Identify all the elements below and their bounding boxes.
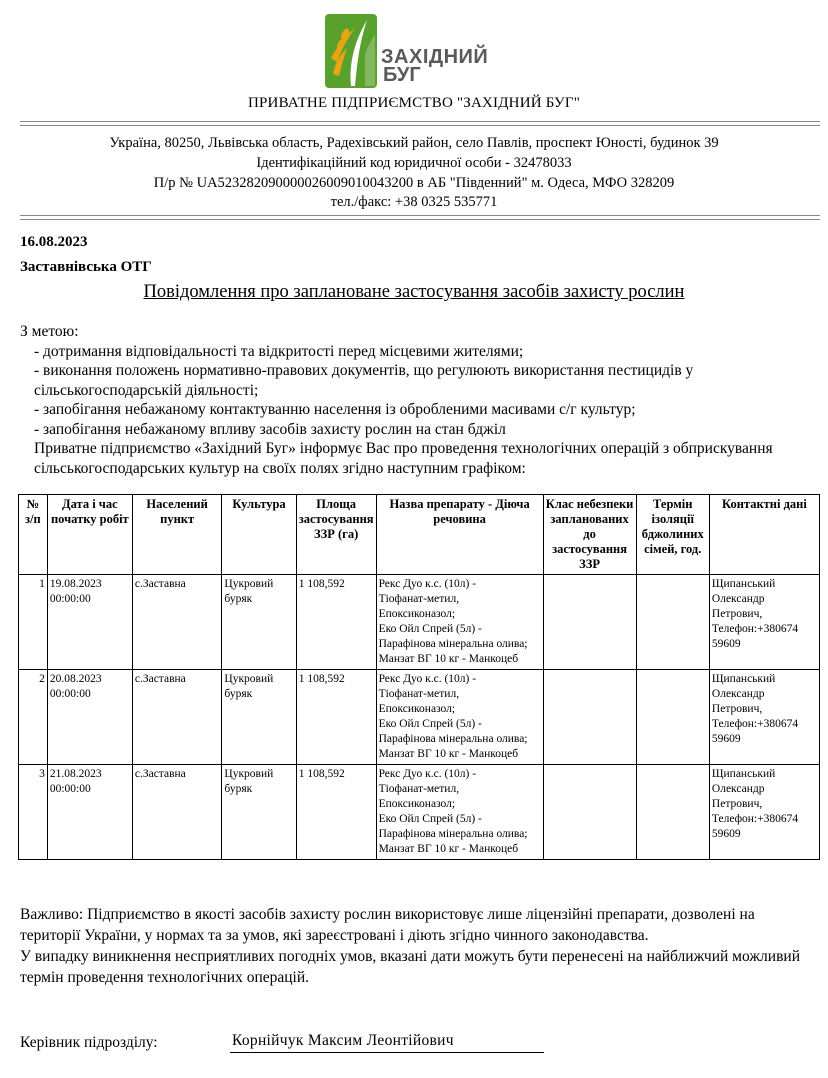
contact-line: Петрович, [711,703,763,715]
col-header-bee-isolation: Термін ізоляції бджолиних сімей, год. [636,495,709,575]
table-header-row [19,495,820,575]
spraying-schedule-table [18,494,820,860]
product-line: Манзат ВГ 10 кг - Манкоцеб [378,843,519,855]
product-line: Епоксиконазол; [378,608,456,620]
cell-number: 3 [19,765,48,860]
product-line: Еко Ойл Спрей (5л) - [378,813,482,825]
weather-note: У випадку виникнення несприятливих погодніх умов, вказані дати можуть бути перенесені на найближчий можливий термін проведення технологічних операцій. [20,948,800,986]
purpose-item: - запобігання небажаному впливу засобів захисту рослин на стан бджіл [34,420,506,438]
contact-line: Телефон:+380674 [711,718,799,730]
col-header-crop: Культура [222,495,296,575]
purpose-item: - дотримання відповідальності та відкритості перед місцевими жителями; [34,342,524,360]
contact-line: Телефон:+380674 [711,813,799,825]
company-name: ПРИВАТНЕ ПІДПРИЄМСТВО "ЗАХІДНИЙ БУГ" [247,95,581,111]
col-header-product: Назва препарату - Діюча речовина [376,495,543,575]
contact-line: Олександр [711,688,765,700]
contact-line: Телефон:+380674 [711,623,799,635]
cell-bee-isolation [636,765,709,860]
letter-subject: Повідомлення про заплановане застосування засобів захисту рослин [143,282,685,302]
logo-line1: ЗАХІДНИЙ [381,46,489,68]
table-row [19,670,820,765]
product-line: Рекс Дуо к.с. (10л) - [378,578,477,590]
contact-line: 59609 [711,733,741,745]
contact-line: Щипанський [711,768,776,780]
cell-date: 19.08.2023 [49,578,102,590]
product-line: Манзат ВГ 10 кг - Манкоцеб [378,748,519,760]
product-line: Парафінова мінеральна олива; [378,828,528,840]
cell-crop: Цукровий буряк [222,575,296,670]
contact-line: Олександр [711,783,765,795]
cell-settlement: с.Заставна [132,765,222,860]
product-line: Рекс Дуо к.с. (10л) - [378,768,477,780]
cell-contacts [709,575,819,670]
wheat-leaf-logo-icon [325,14,377,88]
purpose-item: - запобігання небажаному контактуванню населення із обробленими масивами с/г культур; [34,401,636,418]
cell-contacts [709,670,819,765]
cell-hazard-class [543,765,636,860]
letter-footer [20,904,810,988]
cell-date: 21.08.2023 [49,768,102,780]
cell-area: 1 108,592 [296,765,376,860]
cell-time: 00:00:00 [49,593,91,605]
cell-product [376,765,543,860]
table-row [19,765,820,860]
cell-area: 1 108,592 [296,670,376,765]
cell-bee-isolation [636,575,709,670]
cell-area: 1 108,592 [296,575,376,670]
cell-time: 00:00:00 [49,688,91,700]
product-line: Еко Ойл Спрей (5л) - [378,623,482,635]
letter-date: 16.08.2023 [20,234,88,250]
col-header-hazard-class: Клас небезпеки запланованих до застосування ЗЗР [543,495,636,575]
cell-settlement: с.Заставна [132,670,222,765]
product-line: Парафінова мінеральна олива; [378,638,528,650]
col-header-area: Площа застосування ЗЗР (га) [296,495,376,575]
signature-name: Корнійчук Максим Леонтійович [230,1032,544,1053]
product-line: Епоксиконазол; [378,798,456,810]
letter-body [20,322,820,478]
cell-settlement: с.Заставна [132,575,222,670]
product-line: Манзат ВГ 10 кг - Манкоцеб [378,653,519,665]
logo-wordmark [381,48,488,84]
cell-datetime [47,765,132,860]
cell-bee-isolation [636,670,709,765]
product-line: Парафінова мінеральна олива; [378,733,528,745]
cell-datetime [47,575,132,670]
contact-line: Олександр [711,593,765,605]
cell-date: 20.08.2023 [49,673,102,685]
cell-product [376,670,543,765]
signature-label: Керівник підрозділу: [20,1034,158,1051]
product-line: Еко Ойл Спрей (5л) - [378,718,482,730]
cell-product [376,575,543,670]
product-line: Рекс Дуо к.с. (10л) - [378,673,477,685]
cell-hazard-class [543,670,636,765]
purpose-heading: З метою: [20,323,79,340]
contact-line: Щипанський [711,578,776,590]
col-header-number: № з/п [19,495,48,575]
product-line: Тіофанат-метил, [378,688,460,700]
contact-line: 59609 [711,828,741,840]
col-header-contacts: Контактні дані [709,495,819,575]
contact-line: Петрович, [711,798,763,810]
product-line: Епоксиконазол; [378,703,456,715]
purpose-item: - виконання положень нормативно-правових документів, що регулюють використання пестицидів у сільськогосподарській діяльності; [34,362,694,399]
col-header-datetime: Дата і час початку робіт [47,495,132,575]
col-header-settlement: Населений пункт [132,495,222,575]
cell-number: 1 [19,575,48,670]
legal-code-line: Ідентифікаційний код юридичної особи - 32478033 [256,155,572,171]
table-row [19,575,820,670]
header-divider-top [20,121,820,126]
cell-crop: Цукровий буряк [222,765,296,860]
important-note: Важливо: Підприємство в якості засобів захисту рослин використовує лише ліцензійні препарати, дозволені на території України, у нормах та за умов, які зареєстровані і діють згідно чинного законодавства. [20,906,755,944]
header-divider-bottom [20,215,820,220]
address-line: Україна, 80250, Львівська область, Радехівський район, село Павлів, проспект Юності, будинок 39 [109,135,719,151]
company-logo [325,14,510,90]
intro-paragraph: Приватне підприємство «Західний Буг» інформує Вас про проведення технологічних операцій з обприскування сільськогосподарських культур на своїх полях згідно наступним графіком: [34,440,773,477]
cell-datetime [47,670,132,765]
product-line: Тіофанат-метил, [378,783,460,795]
contact-line: Щипанський [711,673,776,685]
cell-contacts [709,765,819,860]
contact-line: Петрович, [711,608,763,620]
contact-line: 59609 [711,638,741,650]
phone-line: тел./факс: +38 0325 535771 [330,194,498,210]
product-line: Тіофанат-метил, [378,593,460,605]
cell-time: 00:00:00 [49,783,91,795]
letter-recipient: Заставнівська ОТГ [20,259,152,275]
cell-hazard-class [543,575,636,670]
cell-crop: Цукровий буряк [222,670,296,765]
bank-account-line: П/р № UA523282090000026009010043200 в АБ "Південний" м. Одеса, МФО 328209 [153,175,675,191]
cell-number: 2 [19,670,48,765]
logo-line2: БУГ [383,64,421,86]
